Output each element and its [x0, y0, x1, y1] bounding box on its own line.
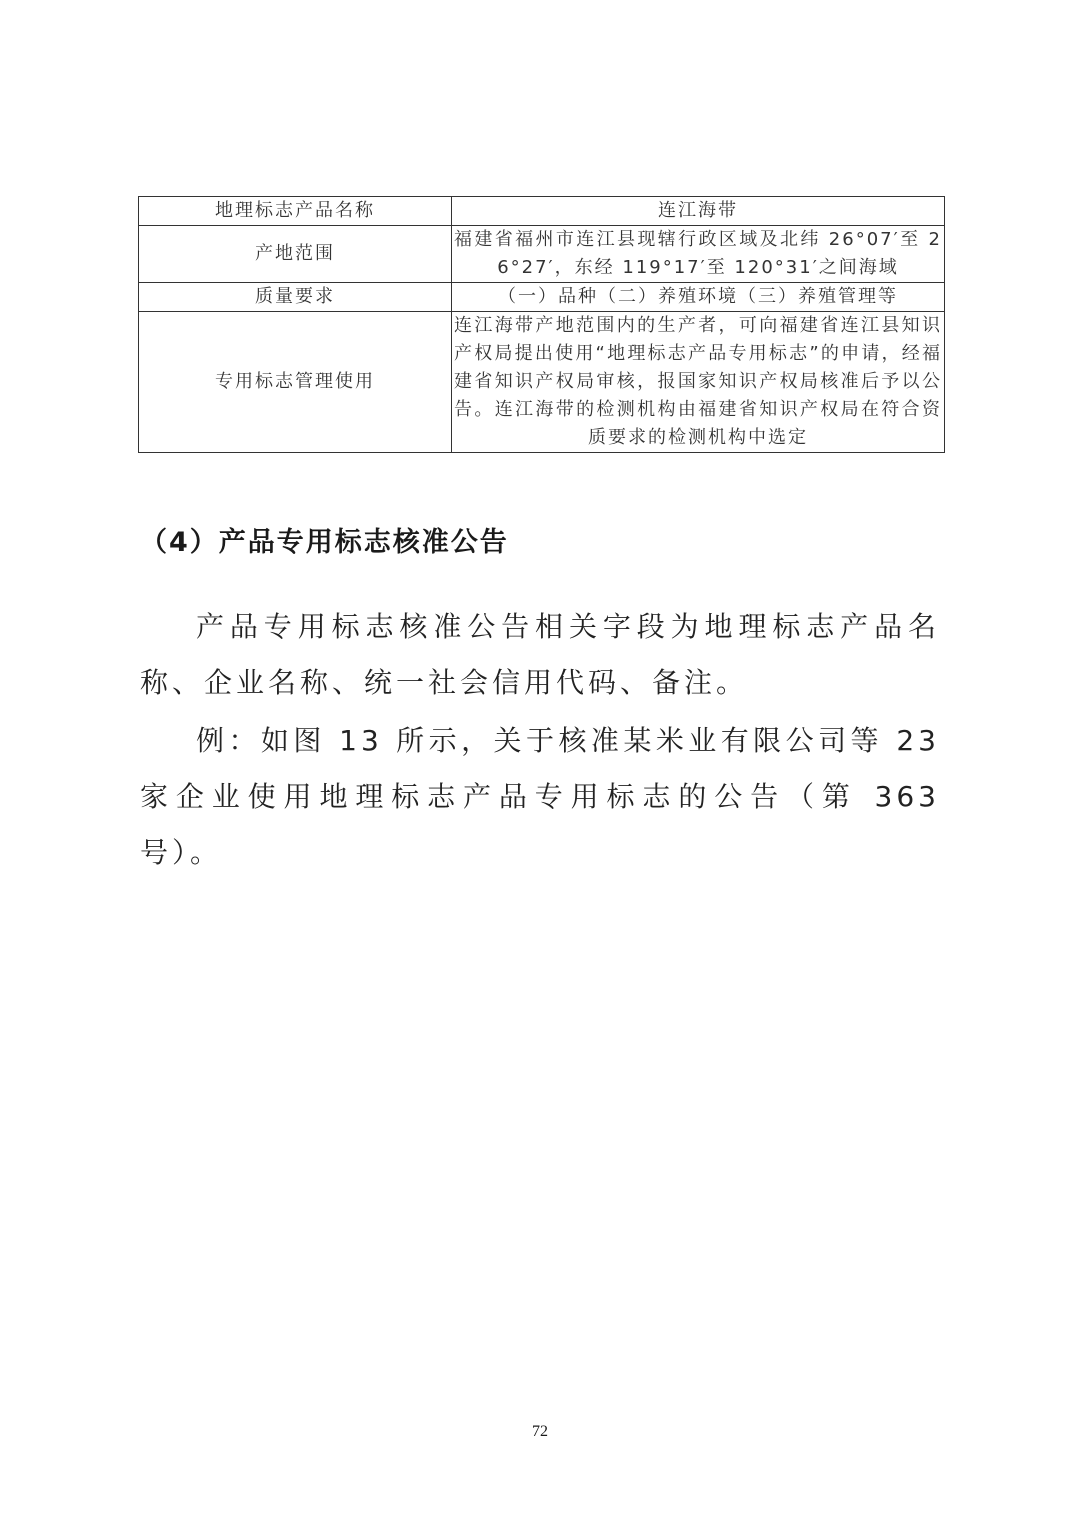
section-heading: （4）产品专用标志核准公告	[140, 527, 509, 558]
table-row	[139, 226, 945, 283]
row-value: 连江海带	[452, 197, 945, 226]
row-value: 连江海带产地范围内的生产者，可向福建省连江县知识产权局提出使用“地理标志产品专用标志”的申请，经福建省知识产权局审核，报国家知识产权局核准后予以公告。连江海带的检测机构由福建省知识产权局在符合资质要求的检测机构中选定	[452, 312, 945, 453]
row-label: 质量要求	[139, 283, 452, 312]
row-value: 福建省福州市连江县现辖行政区域及北纬 26°07′至 26°27′，东经 119°17′至 120°31′之间海域	[452, 226, 945, 283]
body-paragraph: 例：如图 13 所示，关于核准某米业有限公司等 23 家企业使用地理标志产品专用标志的公告（第 363 号）。	[140, 724, 940, 869]
table-row	[139, 283, 945, 312]
row-value: （一）品种（二）养殖环境（三）养殖管理等	[452, 283, 945, 312]
table-row	[139, 312, 945, 453]
body-paragraph: 产品专用标志核准公告相关字段为地理标志产品名称、企业名称、统一社会信用代码、备注。	[140, 610, 940, 699]
page-number: 72	[532, 1423, 548, 1440]
row-label: 专用标志管理使用	[139, 312, 452, 453]
geo-indication-table	[138, 196, 945, 453]
row-label: 产地范围	[139, 226, 452, 283]
row-label: 地理标志产品名称	[139, 197, 452, 226]
table-row	[139, 197, 945, 226]
